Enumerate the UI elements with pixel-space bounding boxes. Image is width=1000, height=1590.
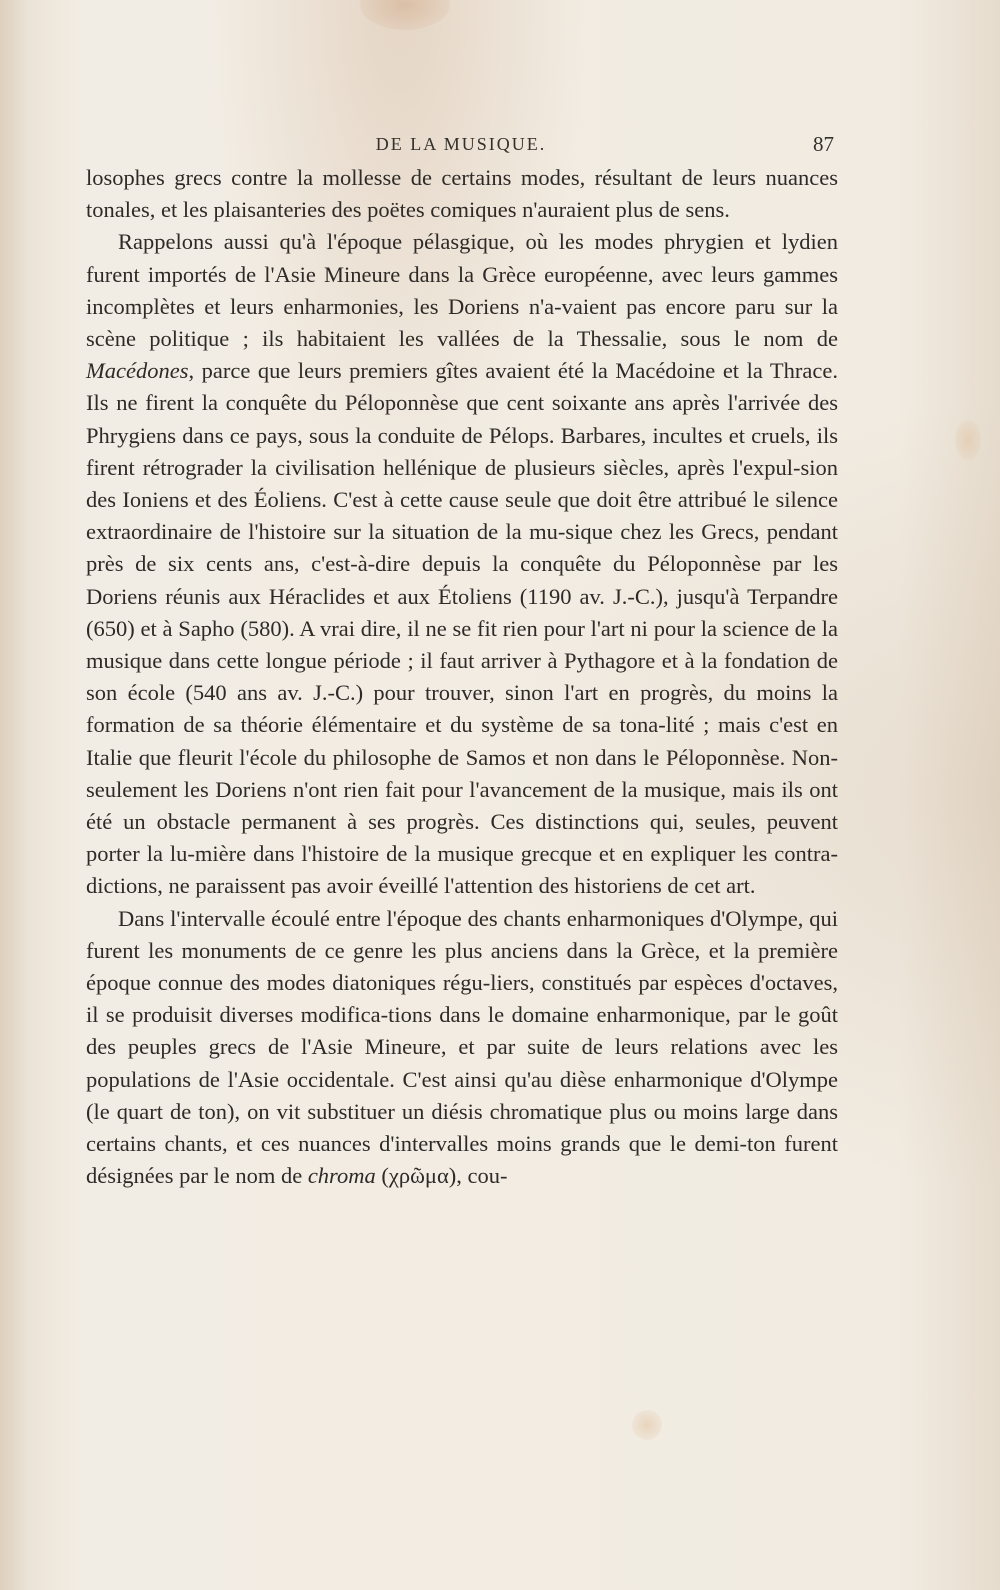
paper-stain — [360, 0, 450, 30]
paragraph-p1 — [86, 162, 838, 226]
body-text — [86, 162, 838, 1193]
text-segment: , parce que leurs premiers gîtes avaient été la Macédoine et la Thrace. Ils ne firent la conquête du Péloponnèse que cent soixante ans après l'arrivée des Phrygiens dans ce pays, sous la conduite de Pélops. Barbares, incultes et cruels, ils firent rétrograder la civilisation hellénique de plusieurs siècles, après l'expul-sion des Ioniens et des Éoliens. C'est à cette cause seule que doit être attribué le silence extraordinaire de l'histoire sur la situation de la mu-sique chez les Grecs, pendant près de six cents ans, c'est-à-dire depuis la conquête du Péloponnèse par les Doriens réunis aux Héraclides et aux Étoliens (1190 av. J.-C.), jusqu'à Terpandre (650) et à Sapho (580). A vrai dire, il ne se fit rien pour l'art ni pour la science de la musique dans cette longue période ; il faut arriver à Pythagore et à la fondation de son école (540 ans av. J.-C.) pour trouver, sinon l'art en progrès, du moins la formation de sa théorie élémentaire et du système de sa tona-lité ; mais c'est en Italie que fleurit l'école du philosophe de Samos et non dans le Péloponnèse. Non-seulement les Doriens n'ont rien fait pour l'avancement de la musique, mais ils ont été un obstacle permanent à ses progrès. Ces distinctions qui, seules, peuvent porter la lu-mière dans l'histoire de la musique grecque et en expliquer les contra-dictions, ne paraissent pas avoir éveillé l'attention des historiens de cet art. — [86, 358, 838, 899]
paragraph-p2 — [86, 226, 838, 902]
text-segment: Rappelons aussi qu'à l'époque pélasgique, où les modes phrygien et lydien furent importés de l'Asie Mineure dans la Grèce européenne, avec leurs gammes incomplètes et leurs enharmonies, les Doriens n'a-vaient pas encore paru sur la scène politique ; ils habitaient les vallées de la Thessalie, sous le nom de — [86, 229, 838, 352]
paper-stain — [955, 420, 981, 460]
text-segment: (χρῶμα), cou- — [375, 1163, 508, 1189]
paragraph-p3 — [86, 903, 838, 1193]
italic-term: chroma — [307, 1163, 376, 1189]
running-head — [88, 124, 834, 164]
page-number: 87 — [813, 131, 834, 156]
italic-term: Macédones — [86, 358, 189, 384]
text-segment: losophes grecs contre la mollesse de certains modes, résultant de leurs nuances tonales, et les plaisanteries des poëtes comiques n'auraient plus de sens. — [86, 165, 838, 223]
running-title: DE LA MUSIQUE. — [375, 133, 547, 154]
text-segment: Dans l'intervalle écoulé entre l'époque des chants enharmoniques d'Olympe, qui furent les monuments de ce genre les plus anciens dans la Grèce, et la première époque connue des modes diatoniques régu-liers, constitués par espèces d'octaves, il se produisit diverses modifica-tions dans le domaine enharmonique, par le goût des peuples grecs de l'Asie Mineure, et par suite de leurs relations avec les populations de l'Asie occidentale. C'est ainsi qu'au dièse enharmonique d'Olympe (le quart de ton), on vit substituer un diésis chromatique plus ou moins large dans certains chants, et ces nuances d'intervalles moins grands que le demi-ton furent désignées par le nom de — [86, 905, 838, 1189]
paper-stain — [632, 1410, 662, 1440]
